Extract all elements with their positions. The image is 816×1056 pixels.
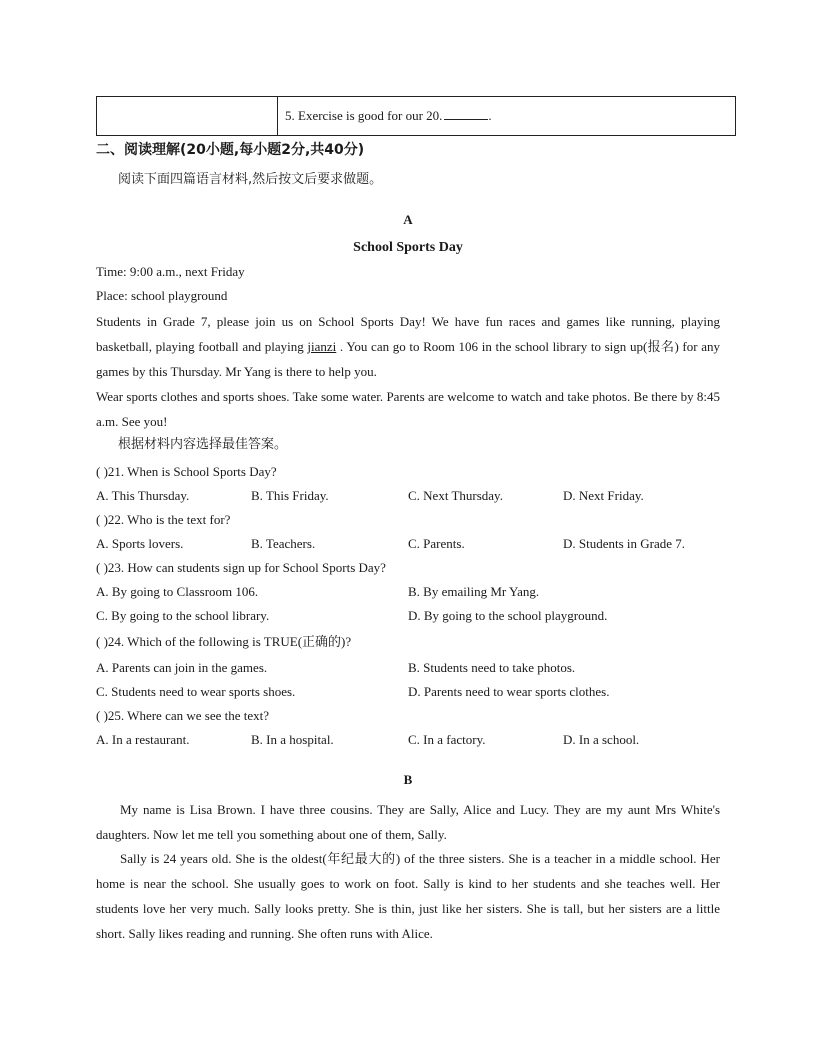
table-item-5-end: .: [488, 108, 492, 123]
passage-a-place: Place: school playground: [96, 288, 228, 303]
question-25-option-b: B. In a hospital.: [251, 732, 334, 747]
question-23-option-a: A. By going to Classroom 106.: [96, 584, 259, 599]
table-divider: [277, 97, 278, 135]
question-21-stem: ( )21. When is School Sports Day?: [96, 464, 277, 479]
question-25-option-d: D. In a school.: [563, 732, 640, 747]
question-25-option-c: C. In a factory.: [408, 732, 486, 747]
passage-a-para1-start: Students in Grade 7, please join us on School Sports Day! We have fun races and games like running, playing basketball, playing football and playing: [96, 314, 720, 354]
question-22-option-c: C. Parents.: [408, 536, 465, 551]
question-23-option-b: B. By emailing Mr Yang.: [408, 584, 540, 599]
question-21-option-c: C. Next Thursday.: [408, 488, 503, 503]
table-item-5: [285, 108, 492, 124]
passage-a-title: School Sports Day: [353, 240, 463, 255]
question-22-stem: ( )22. Who is the text for?: [96, 512, 231, 527]
question-22-option-d: D. Students in Grade 7.: [563, 536, 686, 551]
passage-b-letter: B: [403, 772, 413, 787]
question-23-stem: ( )23. How can students sign up for School Sports Day?: [96, 560, 386, 575]
question-24-stem: ( )24. Which of the following is TRUE(正确的)?: [96, 634, 352, 649]
answer-table: [96, 96, 736, 136]
question-24-option-a: A. Parents can join in the games.: [96, 660, 268, 675]
passage-a-para1-end: . You can go to Room 106 in the school library to sign up(报名) for any games by this Thursday. Mr Yang is there to help you.: [96, 339, 720, 379]
passage-a-time: Time: 9:00 a.m., next Friday: [96, 264, 245, 279]
passage-a-task: 根据材料内容选择最佳答案。: [118, 437, 288, 452]
question-21-option-d: D. Next Friday.: [563, 488, 644, 503]
passage-a-letter: A: [403, 212, 413, 227]
question-24-option-d: D. Parents need to wear sports clothes.: [408, 684, 610, 699]
question-22-option-a: A. Sports lovers.: [96, 536, 184, 551]
section-heading: 二、阅读理解(20小题,每小题2分,共40分): [96, 142, 365, 158]
passage-b-paragraph-1: My name is Lisa Brown. I have three cousins. They are Sally, Alice and Lucy. They are my aunt Mrs White's daughters. Now let me tell you something about one of them, Sally.: [96, 802, 720, 842]
answer-blank-20: [444, 109, 488, 120]
question-21-option-b: B. This Friday.: [251, 488, 329, 503]
section-instruction: 阅读下面四篇语言材料,然后按文后要求做题。: [118, 172, 383, 187]
question-25-stem: ( )25. Where can we see the text?: [96, 708, 270, 723]
question-25-option-a: A. In a restaurant.: [96, 732, 190, 747]
question-23-option-c: C. By going to the school library.: [96, 608, 270, 623]
passage-a-paragraph-2: Wear sports clothes and sports shoes. Take some water. Parents are welcome to watch and take photos. Be there by 8:45 a.m. See you!: [96, 389, 720, 429]
table-item-5-text: 5. Exercise is good for our 20.: [285, 108, 443, 123]
underlined-word-jianzi: jianzi: [307, 339, 337, 354]
question-24-option-c: C. Students need to wear sports shoes.: [96, 684, 296, 699]
question-23-option-d: D. By going to the school playground.: [408, 608, 608, 623]
passage-a-paragraph-1: [96, 309, 720, 384]
passage-b-paragraph-2: Sally is 24 years old. She is the oldest(年纪最大的) of the three sisters. She is a teacher in a middle school. Her home is near the school. She usually goes to work on foot. Sally is kind to her students and she teaches well. Her students love her very much. Sally looks pretty. She is thin, just like her sisters. She is tall, but her sisters are a little short. Sally likes reading and running. She often runs with Alice.: [96, 851, 720, 941]
question-21-option-a: A. This Thursday.: [96, 488, 190, 503]
question-24-option-b: B. Students need to take photos.: [408, 660, 576, 675]
question-22-option-b: B. Teachers.: [251, 536, 316, 551]
